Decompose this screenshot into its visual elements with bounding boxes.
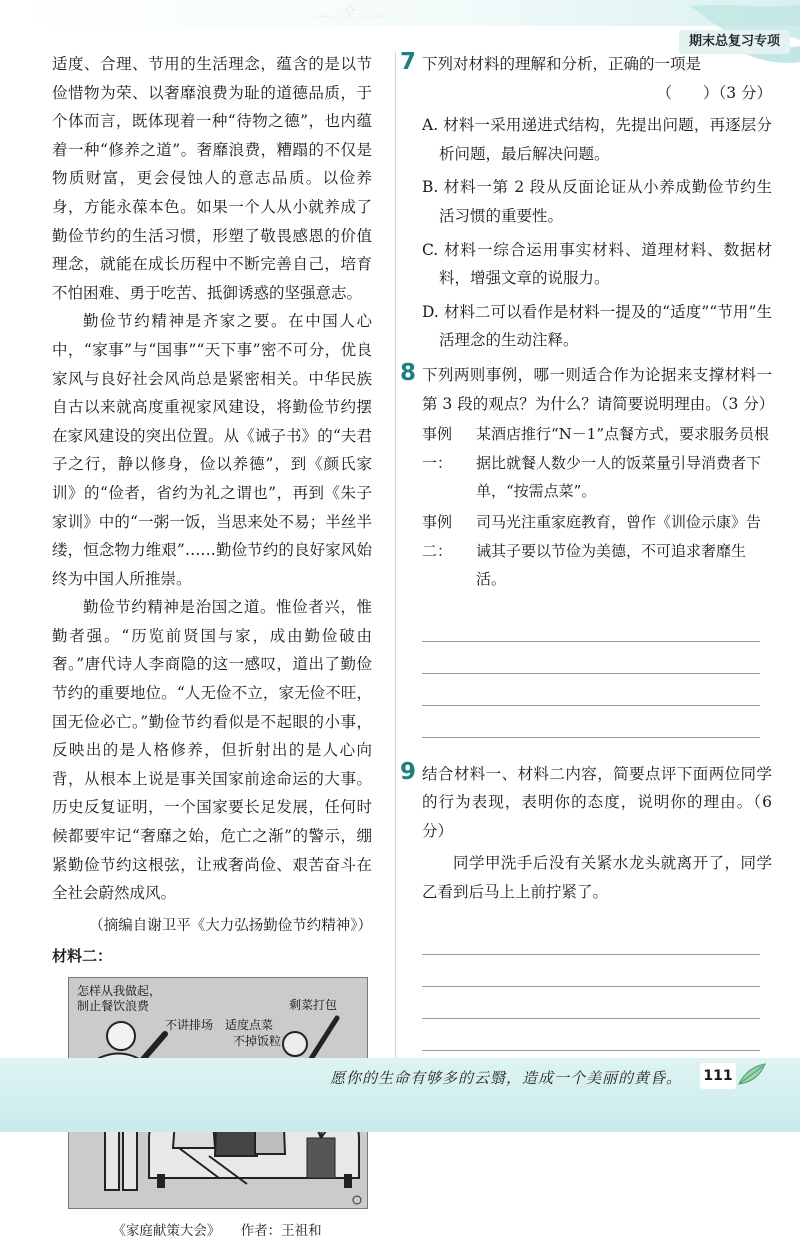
example-1-text: 某酒店推行“N－1”点餐方式，要求服务员根据比就餐人数少一人的饭菜量引导消费者下单，“按需点菜”。 [476,425,770,501]
example-2-text: 司马光注重家庭教育，曾作《训俭示康》告诫其子要以节俭为美德，不可追求奢靡生活。 [476,512,762,589]
speech-bubble-middle-3: 不掉饭粒 [233,1034,282,1048]
cartoon-caption [52,1217,382,1246]
question-9-number: 9 [400,758,417,785]
answer-line[interactable] [422,674,760,706]
answer-line[interactable] [422,642,760,674]
footer-motto: 愿你的生命有够多的云翳，造成一个美丽的黄昏。 [330,1069,683,1087]
question-9-scenario: 同学甲洗手后没有关紧水龙头就离开了，同学乙看到后马上上前拧紧了。 [422,854,772,902]
cartoon-author: 作者：王祖和 [240,1223,322,1239]
question-8-answer-lines[interactable] [422,610,772,738]
option-a[interactable]: A. 材料一采用递进式结构，先提出问题，再逐层分析问题，最后解决问题。 [422,116,772,163]
leaf-icon [737,1062,767,1088]
section-tag: 期末总复习专项 [679,30,790,54]
option-c[interactable]: C. 材料一综合运用事实材料、道理材料、数据材料，增强文章的说服力。 [422,240,772,288]
question-7 [402,50,772,107]
question-9 [402,760,772,846]
cartoon-title: 《家庭献策大会》 [112,1223,221,1239]
material2-label: 材料二： [52,947,113,966]
option-b[interactable]: B. 材料一第 2 段从反面论证从小养成勤俭节约生活习惯的重要性。 [422,178,772,225]
answer-line[interactable] [422,987,760,1019]
faded-header-text: …… 全 …… [310,5,389,21]
example-2 [422,508,772,594]
option-d[interactable]: D. 材料二可以看作是材料一提及的“适度”“节用”生活理念的生动注释。 [422,302,772,350]
question-9-stem: 结合材料一、材料二内容，简要点评下面两位同学的行为表现，表明你的态度，说明你的理由。（6 分） [422,764,772,840]
speech-bubble-left: 怎样从我做起， 制止餐饮浪费 [77,984,162,1013]
material1-source: （摘编自谢卫平《大力弘扬勤俭节约精神》） [89,917,372,934]
question-8 [400,359,775,418]
material1-paragraph-3: 勤俭节约精神是治国之道。惟俭者兴，惟勤者强。“历览前贤国与家，成由勤俭破由奢。”唐代诗人李商隐的这一感叹，道出了勤俭节约的重要地位。“人无俭不立，家无俭不旺，国无俭必亡。”勤俭节约看似是不起眼的小事，反映出的是人格修养，但折射出的是人心向背，从根本上说是事关国家前途命运的大事。历史反复证明，一个国家要长足发展，任何时候都要牢记“奢靡之始，危亡之渐”的警示，绷紧勤俭节约这根弦，让戒奢尚俭、艰苦奋斗在全社会蔚然成风。 [52,598,372,903]
answer-line[interactable] [422,1019,760,1051]
example-1-label: 事例一： [422,425,453,472]
answer-line[interactable] [422,955,760,987]
answer-line[interactable] [422,610,760,642]
material1-paragraph-2: 勤俭节约精神是齐家之要。在中国人心中，“家事”与“国事”“天下事”密不可分，优良家风与良好社会风尚总是紧密相关。中华民族自古以来就高度重视家风建设，将勤俭节约摆在家风建设的突出位置。从《诫子书》的“夫君子之行，静以修身，俭以养德”，到《颜氏家训》的“俭者，省约为礼之谓也”，再到《朱子家训》中的“一粥一饭，当思来处不易；半丝半缕，恒念物力维艰”……勤俭节约的良好家风始终为中国人所推崇。 [52,312,372,588]
question-7-score: （ ）（3 分） [656,83,772,102]
question-7-options [402,111,772,355]
speech-bubble-right: 剩菜打包 [289,998,338,1012]
example-2-label: 事例二： [422,512,453,560]
question-7-stem: 下列对材料的理解和分析，正确的一项是 [422,55,702,73]
question-7-number: 7 [400,49,417,75]
speech-bubble-middle-1: 不讲排场 [165,1018,214,1032]
question-8-stem: 下列两则事例，哪一则适合作为论据来支撑材料一第 3 段的观点？为什么？请简要说明理由。（3 分） [422,365,775,413]
question-8-examples [402,420,772,594]
material1-paragraph-1: 适度、合理、节用的生活理念，蕴含的是以节俭惜物为荣、以奢靡浪费为耻的道德品质，于个体而言，既体现着一种“待物之德”，也内蕴着一种“修养之道”。奢靡浪费，糟蹋的不仅是物质财富，更会侵蚀人的意志品质。以俭养身，方能永葆本色。如果一个人从小就养成了勤俭节约的生活习惯，形塑了敬畏感恩的价值理念，就能在成长历程中不断完善自己，培育不怕困难、勇于吃苦、抵御诱惑的坚强意志。 [52,55,372,302]
speech-bubble-middle-2: 适度点菜 [225,1018,274,1032]
answer-line[interactable] [422,923,760,955]
column-divider [395,52,396,1062]
question-8-number: 8 [400,359,417,386]
example-1 [422,420,772,506]
page-number: 111 [700,1063,736,1089]
answer-line[interactable] [422,706,760,738]
right-column [400,49,775,1083]
